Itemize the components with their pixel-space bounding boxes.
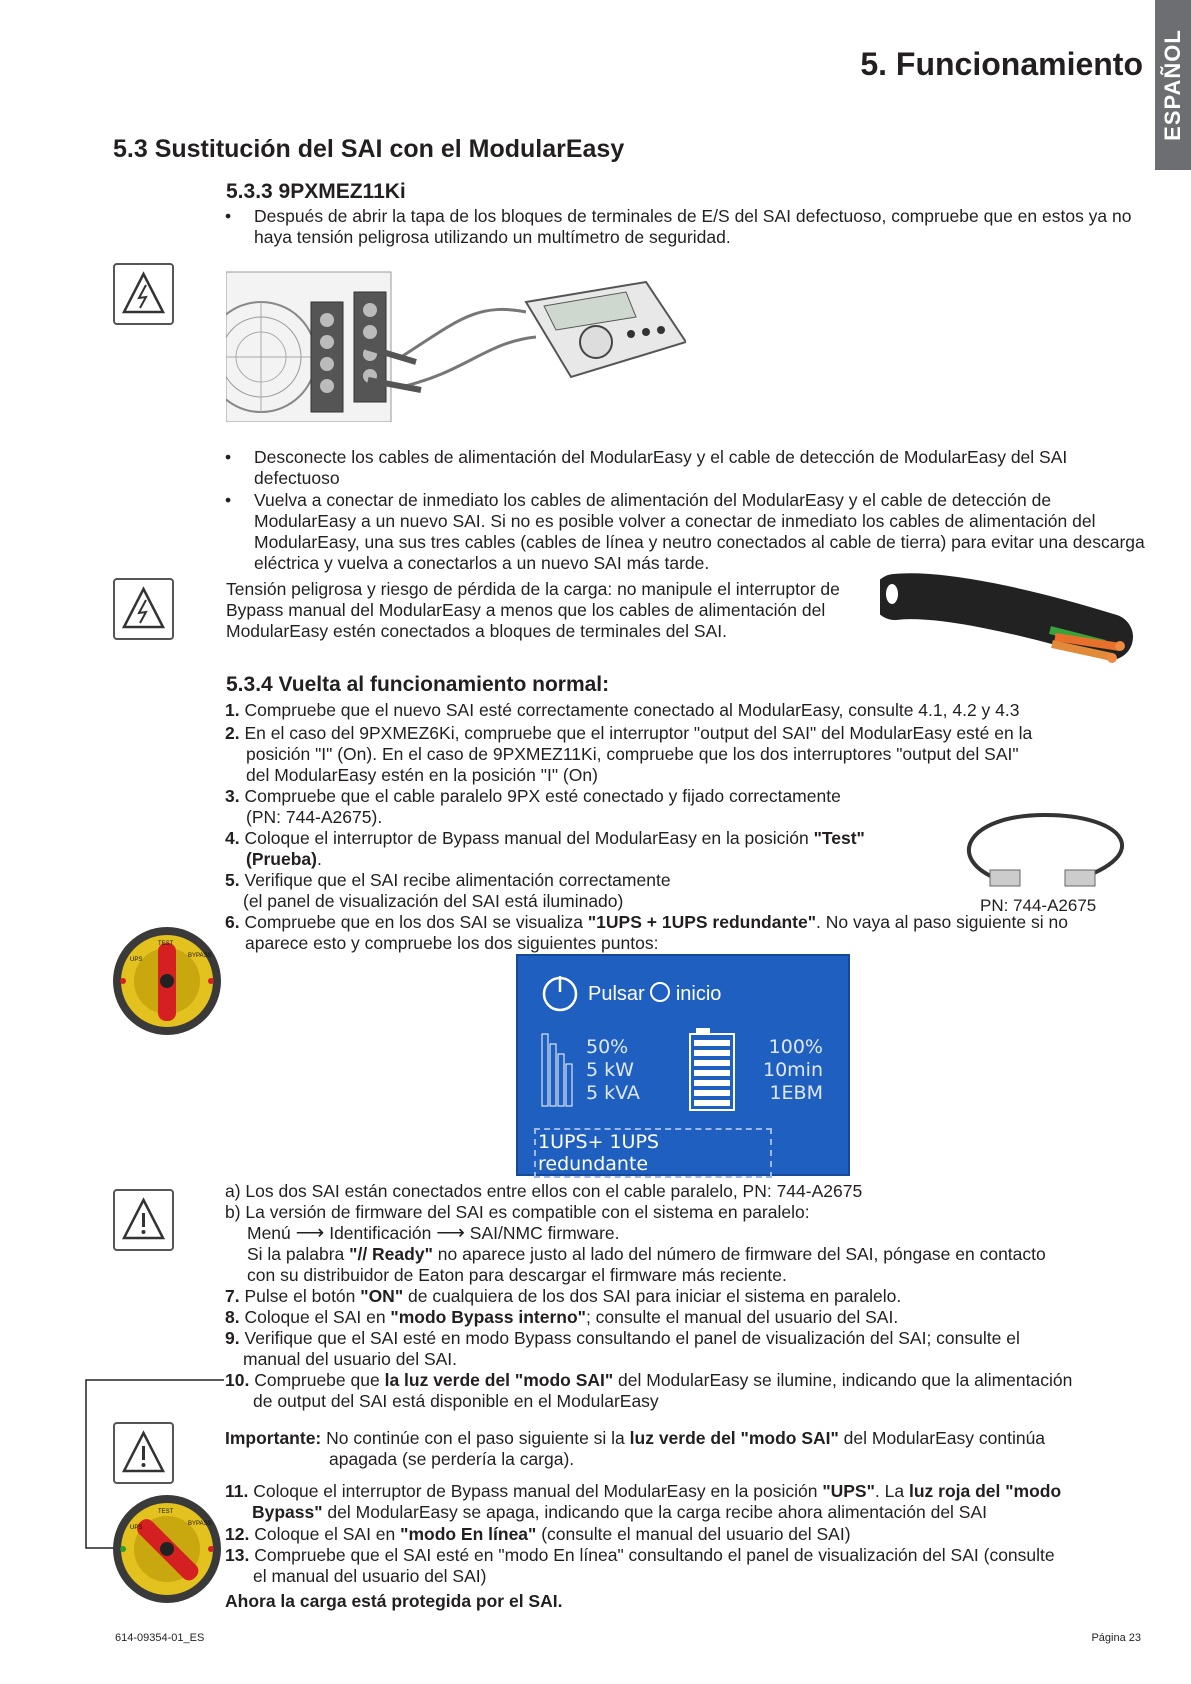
step-10: 10. Compruebe que la luz verde del "modo SAI" del ModularEasy se ilumine, indicando que la alimentación de output del SAI está disponible en el ModularEasy (225, 1370, 1073, 1411)
check-a: a) Los dos SAI están conectados entre ellos con el cable paralelo, PN: 744-A2675 (225, 1181, 863, 1201)
power-cable-illustration (880, 572, 1135, 664)
step-1: 1. Compruebe que el nuevo SAI esté correctamente conectado al ModularEasy, consulte 4.1, 4.2 y 4.3 (225, 700, 1020, 720)
step-3: 3. Compruebe que el cable paralelo 9PX esté conectado y fijado correctamente (PN: 744-A2675). (225, 786, 841, 827)
important-note: Importante: No continúe con el paso siguiente si la luz verde del "modo SAI" del ModularEasy continúa apagada (se perdería la carga). (225, 1428, 1046, 1469)
svg-text:TEST: TEST (158, 1509, 174, 1515)
electric-hazard-icon (113, 578, 174, 640)
warning-icon (113, 1422, 174, 1484)
power-icon-small (650, 982, 670, 1002)
svg-text:BYPASS: BYPASS (188, 953, 212, 959)
parallel-cable-illustration (955, 810, 1145, 890)
subsection-title-534: 5.3.4 Vuelta al funcionamiento normal: (226, 673, 610, 696)
battery-icon (688, 1026, 738, 1112)
language-tab: ESPAÑOL (1155, 0, 1191, 170)
multimeter-illustration (226, 262, 686, 422)
bypass-switch-ups-image (110, 1493, 225, 1605)
final-statement: Ahora la carga está protegida por el SAI. (225, 1591, 563, 1611)
section-title: 5.3 Sustitución del SAI con el ModularEasy (113, 135, 625, 163)
step-4: 4. Coloque el interruptor de Bypass manual del ModularEasy en la posición "Test" (Prueba). (225, 828, 865, 869)
power-icon (540, 974, 580, 1014)
ups-lcd-display: Pulsar inicio 50% 5 kW 5 kVA 100% 10min 1EBM 1UPS+ 1UPS redundante (516, 954, 850, 1176)
document-id: 614-09354-01_ES (115, 1632, 205, 1644)
step-2: 2. En el caso del 9PXMEZ6Ki, compruebe que el interruptor "output del SAI" del ModularEasy esté en la posición "I" (On). En el caso de 9PXMEZ11Ki, compruebe que los dos interruptores "output del SAI" del ModularEasy estén en la posición "I" (On) (225, 723, 1033, 785)
cable-part-number: PN: 744-A2675 (980, 896, 1097, 915)
bullet-item: • Vuelva a conectar de inmediato los cables de alimentación del ModularEasy y el cable de detección de ModularEasy a un nuevo SAI. Si no es posible volver a conectar de inmediato los cables de alimentación del ModularEasy, una sus tres cables (cables de línea y neutro conectados al cable de tierra) para evitar una descarga eléctrica y vuelva a conectarlos a un nuevo SAI más tarde. (225, 490, 1145, 573)
step-6: 6. Compruebe que en los dos SAI se visualiza "1UPS + 1UPS redundante". No vaya al paso siguiente si no aparece esto y compruebe los dos siguientes puntos: (225, 912, 1068, 953)
step-11: 11. Coloque el interruptor de Bypass manual del ModularEasy en la posición "UPS". La luz roja del "modo Bypass" del ModularEasy se apaga, indicando que la carga recibe ahora alimentación del SAI (225, 1481, 1062, 1522)
page-number: Página 23 (1091, 1632, 1141, 1644)
warning-icon (113, 1189, 174, 1251)
arrow-right-icon: ⟶ (436, 1222, 465, 1244)
redundancy-status: 1UPS+ 1UPS redundante (534, 1128, 772, 1178)
step-5: 5. Verifique que el SAI recibe alimentación correctamente (el panel de visualización del SAI está iluminado) (225, 870, 671, 911)
electric-hazard-icon (113, 263, 174, 325)
svg-text:BYPASS: BYPASS (188, 1521, 212, 1527)
svg-text:UPS: UPS (130, 957, 143, 963)
step-9: 9. Verifique que el SAI esté en modo Bypass consultando el panel de visualización del SAI; consulte el manual del usuario del SAI. (225, 1328, 1020, 1369)
bullet-item: • Después de abrir la tapa de los bloques de terminales de E/S del SAI defectuoso, compruebe que en estos ya no haya tensión peligrosa utilizando un multímetro de seguridad. (225, 206, 1132, 247)
step-7: 7. Pulse el botón "ON" de cualquiera de los dos SAI para iniciar el sistema en paralelo. (225, 1286, 902, 1306)
arrow-right-icon: ⟶ (295, 1222, 325, 1244)
step-12: 12. Coloque el SAI en "modo En línea" (consulte el manual del usuario del SAI) (225, 1524, 851, 1544)
chapter-title: 5. Funcionamiento (860, 46, 1143, 82)
step-13: 13. Compruebe que el SAI esté en "modo En línea" consultando el panel de visualización del SAI (consulte el manual del usuario del SAI) (225, 1545, 1055, 1586)
bypass-switch-test-image (110, 925, 225, 1037)
step-8: 8. Coloque el SAI en "modo Bypass interno"; consulte el manual del usuario del SAI. (225, 1307, 899, 1327)
svg-text:UPS: UPS (130, 1525, 143, 1531)
hazard-warning-text: Tensión peligrosa y riesgo de pérdida de la carga: no manipule el interruptor de Bypass manual del ModularEasy a menos que los cables de alimentación del ModularEasy estén conectados a bloques de terminales del SAI. (226, 579, 840, 641)
check-b: b) La versión de firmware del SAI es compatible con el sistema en paralelo: Menú ⟶ Identificación ⟶ SAI/NMC firmware. Si la palabra "// Ready" no aparece justo al lado del número de firmware del SAI, póngase en contacto con su distribuidor de Eaton para descargar el firmware más reciente. (225, 1202, 1046, 1285)
bullet-item: • Desconecte los cables de alimentación del ModularEasy y el cable de detección de ModularEasy del SAI defectuoso (225, 447, 1068, 488)
svg-text:TEST: TEST (158, 941, 174, 947)
subsection-title-533: 5.3.3 9PXMEZ11Ki (226, 180, 406, 203)
load-gauge-icon (540, 1030, 580, 1110)
